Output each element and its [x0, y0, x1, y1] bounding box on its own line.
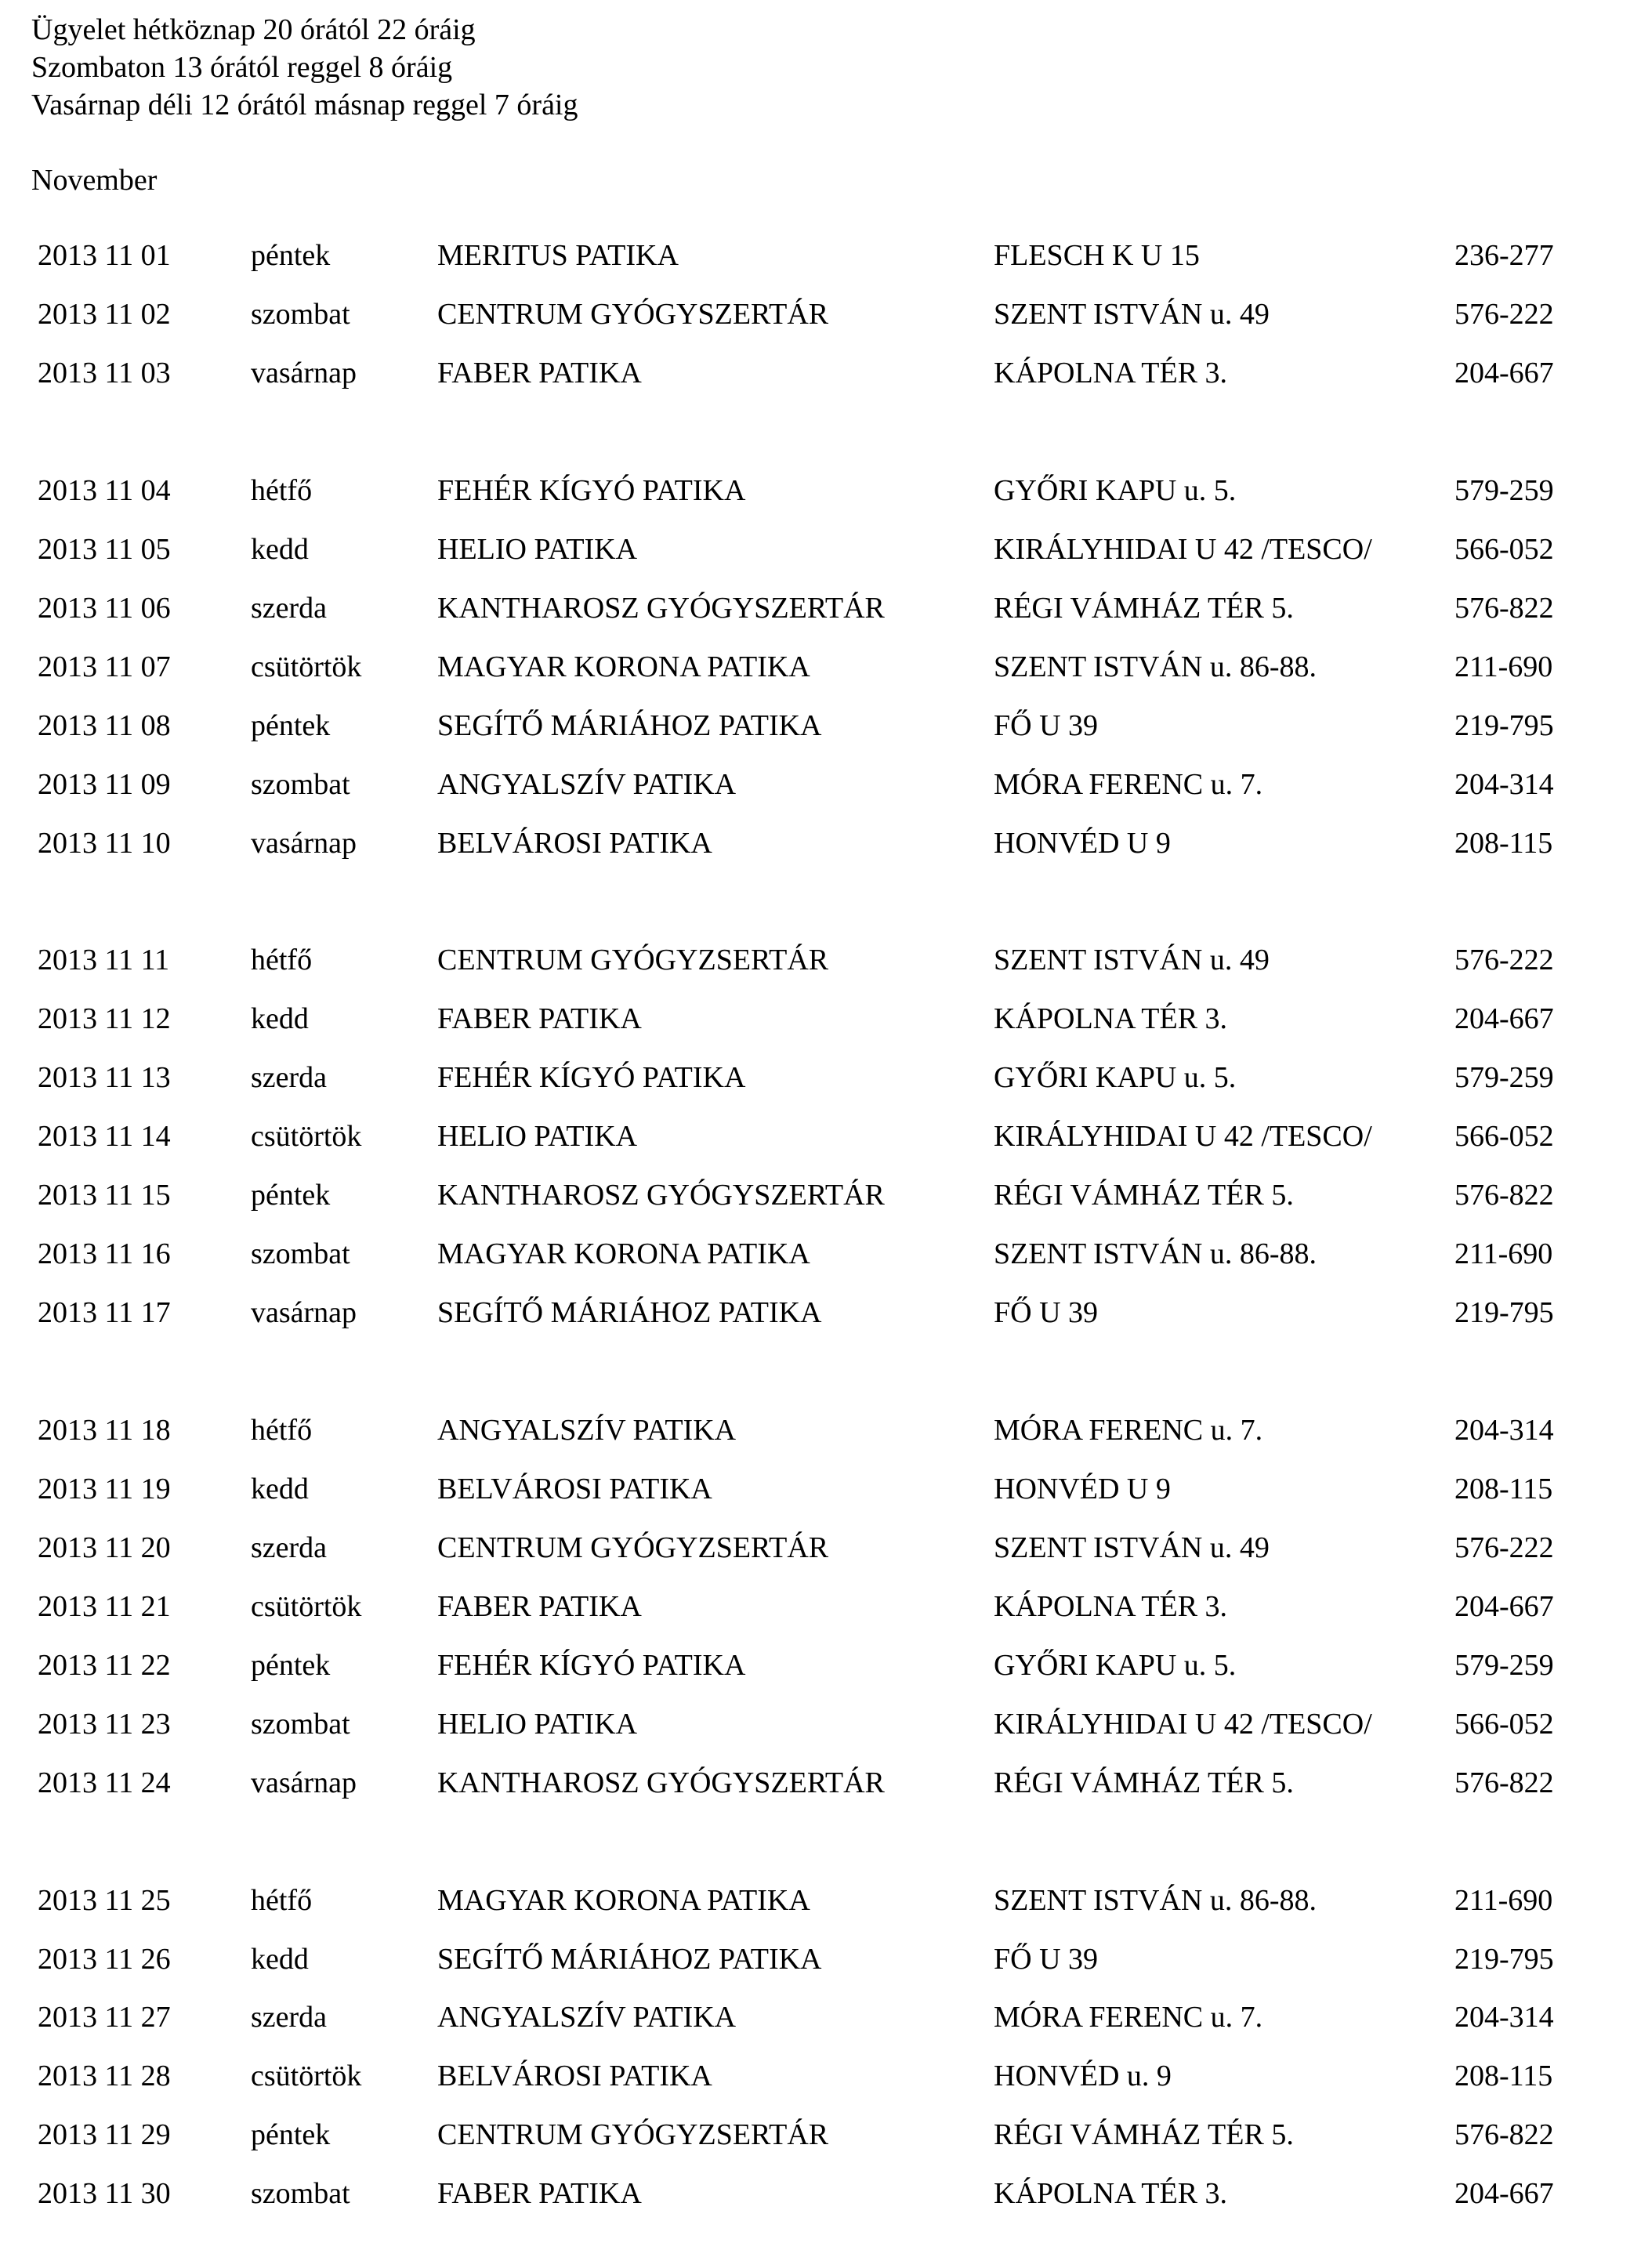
date-cell: 2013 11 10: [38, 827, 171, 860]
month-title: November: [31, 164, 158, 197]
saturday-hours-line: Szombaton 13 órától reggel 8 óráig: [31, 51, 453, 84]
weekday-cell: kedd: [251, 1473, 309, 1505]
pharmacy-name-cell: FEHÉR KÍGYÓ PATIKA: [437, 1649, 746, 1682]
pharmacy-name-cell: FEHÉR KÍGYÓ PATIKA: [437, 1061, 746, 1094]
address-cell: KIRÁLYHIDAI U 42 /TESCO/: [994, 533, 1372, 566]
phone-cell: 566-052: [1454, 533, 1554, 566]
phone-cell: 579-259: [1454, 1061, 1554, 1094]
weekday-cell: kedd: [251, 1943, 309, 1976]
date-cell: 2013 11 18: [38, 1414, 171, 1447]
weekday-cell: szerda: [251, 1531, 328, 1564]
pharmacy-name-cell: MAGYAR KORONA PATIKA: [437, 1884, 810, 1917]
pharmacy-name-cell: SEGÍTŐ MÁRIÁHOZ PATIKA: [437, 1296, 822, 1329]
schedule-row: [0, 1466, 1641, 1513]
weekday-hours-line: Ügyelet hétköznap 20 órától 22 óráig: [31, 13, 476, 46]
weekday-cell: csütörtök: [251, 2060, 362, 2092]
weekday-cell: szombat: [251, 1237, 350, 1270]
phone-cell: 204-314: [1454, 768, 1554, 801]
address-cell: SZENT ISTVÁN u. 86-88.: [994, 1884, 1317, 1917]
schedule-row: [0, 1289, 1641, 1336]
weekday-cell: hétfő: [251, 1414, 313, 1447]
address-cell: KÁPOLNA TÉR 3.: [994, 2177, 1228, 2210]
phone-cell: 576-222: [1454, 944, 1554, 976]
pharmacy-name-cell: FABER PATIKA: [437, 2177, 642, 2210]
address-cell: FLESCH K U 15: [994, 239, 1200, 272]
phone-cell: 576-222: [1454, 1531, 1554, 1564]
address-cell: FŐ U 39: [994, 1943, 1099, 1976]
weekday-cell: hétfő: [251, 474, 313, 507]
schedule-row: [0, 1759, 1641, 1806]
phone-cell: 204-314: [1454, 1414, 1554, 1447]
pharmacy-name-cell: FABER PATIKA: [437, 1590, 642, 1623]
address-cell: SZENT ISTVÁN u. 49: [994, 944, 1270, 976]
weekday-cell: hétfő: [251, 944, 313, 976]
weekday-cell: kedd: [251, 1002, 309, 1035]
phone-cell: 211-690: [1454, 1884, 1553, 1917]
date-cell: 2013 11 22: [38, 1649, 171, 1682]
pharmacy-name-cell: HELIO PATIKA: [437, 533, 638, 566]
weekday-cell: szerda: [251, 1061, 328, 1094]
date-cell: 2013 11 14: [38, 1120, 171, 1153]
schedule-row: [0, 1642, 1641, 1689]
phone-cell: 204-667: [1454, 2177, 1554, 2210]
address-cell: HONVÉD U 9: [994, 1473, 1171, 1505]
date-cell: 2013 11 28: [38, 2060, 171, 2092]
phone-cell: 576-822: [1454, 1179, 1554, 1212]
weekday-cell: kedd: [251, 533, 309, 566]
phone-cell: 576-822: [1454, 592, 1554, 625]
pharmacy-name-cell: SEGÍTŐ MÁRIÁHOZ PATIKA: [437, 709, 822, 742]
schedule-row: [0, 2052, 1641, 2100]
pharmacy-name-cell: FABER PATIKA: [437, 357, 642, 389]
phone-cell: 576-222: [1454, 298, 1554, 331]
schedule-row: [0, 1994, 1641, 2041]
pharmacy-name-cell: MAGYAR KORONA PATIKA: [437, 650, 810, 683]
address-cell: SZENT ISTVÁN u. 86-88.: [994, 1237, 1317, 1270]
weekday-cell: vasárnap: [251, 1766, 357, 1799]
phone-cell: 211-690: [1454, 1237, 1553, 1270]
pharmacy-name-cell: CENTRUM GYÓGYZSERTÁR: [437, 1531, 829, 1564]
phone-cell: 219-795: [1454, 1943, 1554, 1976]
weekday-cell: szombat: [251, 768, 350, 801]
phone-cell: 204-314: [1454, 2001, 1554, 2034]
address-cell: GYŐRI KAPU u. 5.: [994, 1649, 1237, 1682]
phone-cell: 204-667: [1454, 357, 1554, 389]
date-cell: 2013 11 21: [38, 1590, 171, 1623]
schedule-row: [0, 1877, 1641, 1924]
weekday-cell: hétfő: [251, 1884, 313, 1917]
pharmacy-name-cell: CENTRUM GYÓGYZSERTÁR: [437, 2118, 829, 2151]
schedule-row: [0, 526, 1641, 573]
date-cell: 2013 11 11: [38, 944, 170, 976]
weekday-cell: szerda: [251, 2001, 328, 2034]
pharmacy-name-cell: ANGYALSZÍV PATIKA: [437, 1414, 737, 1447]
schedule-row: [0, 643, 1641, 690]
weekday-cell: péntek: [251, 1179, 331, 1212]
weekday-cell: szombat: [251, 2177, 350, 2210]
schedule-row: [0, 1524, 1641, 1571]
schedule-row: [0, 1172, 1641, 1219]
pharmacy-name-cell: FABER PATIKA: [437, 1002, 642, 1035]
schedule-row: [0, 467, 1641, 514]
date-cell: 2013 11 19: [38, 1473, 171, 1505]
weekday-cell: csütörtök: [251, 650, 362, 683]
schedule-row: [0, 1407, 1641, 1454]
phone-cell: 219-795: [1454, 709, 1554, 742]
phone-cell: 576-822: [1454, 1766, 1554, 1799]
address-cell: GYŐRI KAPU u. 5.: [994, 1061, 1237, 1094]
address-cell: MÓRA FERENC u. 7.: [994, 768, 1263, 801]
date-cell: 2013 11 30: [38, 2177, 171, 2210]
pharmacy-name-cell: FEHÉR KÍGYÓ PATIKA: [437, 474, 746, 507]
weekday-cell: vasárnap: [251, 357, 357, 389]
address-cell: HONVÉD U 9: [994, 827, 1171, 860]
phone-cell: 579-259: [1454, 1649, 1554, 1682]
schedule-row: [0, 232, 1641, 279]
pharmacy-name-cell: MERITUS PATIKA: [437, 239, 679, 272]
weekday-cell: péntek: [251, 1649, 331, 1682]
address-cell: KIRÁLYHIDAI U 42 /TESCO/: [994, 1120, 1372, 1153]
weekday-cell: szombat: [251, 1708, 350, 1741]
weekday-cell: vasárnap: [251, 827, 357, 860]
phone-cell: 566-052: [1454, 1120, 1554, 1153]
date-cell: 2013 11 26: [38, 1943, 171, 1976]
schedule-row: [0, 820, 1641, 867]
schedule-row: [0, 702, 1641, 749]
weekday-cell: vasárnap: [251, 1296, 357, 1329]
date-cell: 2013 11 25: [38, 1884, 171, 1917]
phone-cell: 236-277: [1454, 239, 1554, 272]
schedule-row: [0, 350, 1641, 397]
schedule-row: [0, 995, 1641, 1042]
date-cell: 2013 11 15: [38, 1179, 171, 1212]
address-cell: MÓRA FERENC u. 7.: [994, 2001, 1263, 2034]
phone-cell: 208-115: [1454, 827, 1553, 860]
schedule-row: [0, 1230, 1641, 1277]
phone-cell: 576-822: [1454, 2118, 1554, 2151]
pharmacy-name-cell: BELVÁROSI PATIKA: [437, 2060, 712, 2092]
pharmacy-name-cell: HELIO PATIKA: [437, 1120, 638, 1153]
pharmacy-name-cell: KANTHAROSZ GYÓGYSZERTÁR: [437, 1179, 885, 1212]
pharmacy-name-cell: CENTRUM GYÓGYSZERTÁR: [437, 298, 829, 331]
address-cell: FŐ U 39: [994, 1296, 1099, 1329]
weekday-cell: péntek: [251, 709, 331, 742]
date-cell: 2013 11 27: [38, 2001, 171, 2034]
pharmacy-name-cell: MAGYAR KORONA PATIKA: [437, 1237, 810, 1270]
schedule-row: [0, 1054, 1641, 1101]
schedule-row: [0, 937, 1641, 984]
date-cell: 2013 11 03: [38, 357, 171, 389]
schedule-row: [0, 291, 1641, 338]
address-cell: MÓRA FERENC u. 7.: [994, 1414, 1263, 1447]
phone-cell: 211-690: [1454, 650, 1553, 683]
date-cell: 2013 11 16: [38, 1237, 171, 1270]
address-cell: RÉGI VÁMHÁZ TÉR 5.: [994, 1766, 1294, 1799]
date-cell: 2013 11 13: [38, 1061, 171, 1094]
address-cell: GYŐRI KAPU u. 5.: [994, 474, 1237, 507]
date-cell: 2013 11 29: [38, 2118, 171, 2151]
phone-cell: 204-667: [1454, 1002, 1554, 1035]
weekday-cell: péntek: [251, 239, 331, 272]
address-cell: RÉGI VÁMHÁZ TÉR 5.: [994, 1179, 1294, 1212]
date-cell: 2013 11 12: [38, 1002, 171, 1035]
date-cell: 2013 11 23: [38, 1708, 171, 1741]
date-cell: 2013 11 02: [38, 298, 171, 331]
date-cell: 2013 11 20: [38, 1531, 171, 1564]
address-cell: RÉGI VÁMHÁZ TÉR 5.: [994, 592, 1294, 625]
pharmacy-name-cell: CENTRUM GYÓGYZSERTÁR: [437, 944, 829, 976]
pharmacy-name-cell: SEGÍTŐ MÁRIÁHOZ PATIKA: [437, 1943, 822, 1976]
weekday-cell: szerda: [251, 592, 328, 625]
sunday-hours-line: Vasárnap déli 12 órától másnap reggel 7 óráig: [31, 89, 578, 121]
date-cell: 2013 11 04: [38, 474, 171, 507]
address-cell: KÁPOLNA TÉR 3.: [994, 1590, 1228, 1623]
date-cell: 2013 11 24: [38, 1766, 171, 1799]
weekday-cell: csütörtök: [251, 1590, 362, 1623]
schedule-row: [0, 1113, 1641, 1160]
address-cell: SZENT ISTVÁN u. 49: [994, 298, 1270, 331]
pharmacy-name-cell: BELVÁROSI PATIKA: [437, 827, 712, 860]
address-cell: FŐ U 39: [994, 709, 1099, 742]
schedule-row: [0, 761, 1641, 808]
address-cell: SZENT ISTVÁN u. 49: [994, 1531, 1270, 1564]
pharmacy-name-cell: ANGYALSZÍV PATIKA: [437, 768, 737, 801]
pharmacy-name-cell: ANGYALSZÍV PATIKA: [437, 2001, 737, 2034]
weekday-cell: csütörtök: [251, 1120, 362, 1153]
phone-cell: 208-115: [1454, 1473, 1553, 1505]
date-cell: 2013 11 01: [38, 239, 171, 272]
phone-cell: 579-259: [1454, 474, 1554, 507]
schedule-row: [0, 1936, 1641, 1983]
schedule-row: [0, 585, 1641, 632]
pharmacy-name-cell: BELVÁROSI PATIKA: [437, 1473, 712, 1505]
date-cell: 2013 11 09: [38, 768, 171, 801]
pharmacy-name-cell: KANTHAROSZ GYÓGYSZERTÁR: [437, 1766, 885, 1799]
pharmacy-name-cell: KANTHAROSZ GYÓGYSZERTÁR: [437, 592, 885, 625]
phone-cell: 208-115: [1454, 2060, 1553, 2092]
schedule-row: [0, 2170, 1641, 2217]
date-cell: 2013 11 17: [38, 1296, 171, 1329]
address-cell: HONVÉD u. 9: [994, 2060, 1172, 2092]
date-cell: 2013 11 07: [38, 650, 171, 683]
weekday-cell: szombat: [251, 298, 350, 331]
address-cell: SZENT ISTVÁN u. 86-88.: [994, 650, 1317, 683]
address-cell: KIRÁLYHIDAI U 42 /TESCO/: [994, 1708, 1372, 1741]
phone-cell: 219-795: [1454, 1296, 1554, 1329]
schedule-row: [0, 2111, 1641, 2158]
address-cell: KÁPOLNA TÉR 3.: [994, 357, 1228, 389]
date-cell: 2013 11 06: [38, 592, 171, 625]
date-cell: 2013 11 08: [38, 709, 171, 742]
phone-cell: 566-052: [1454, 1708, 1554, 1741]
phone-cell: 204-667: [1454, 1590, 1554, 1623]
date-cell: 2013 11 05: [38, 533, 171, 566]
address-cell: KÁPOLNA TÉR 3.: [994, 1002, 1228, 1035]
weekday-cell: péntek: [251, 2118, 331, 2151]
pharmacy-name-cell: HELIO PATIKA: [437, 1708, 638, 1741]
address-cell: RÉGI VÁMHÁZ TÉR 5.: [994, 2118, 1294, 2151]
schedule-row: [0, 1583, 1641, 1630]
schedule-row: [0, 1701, 1641, 1748]
